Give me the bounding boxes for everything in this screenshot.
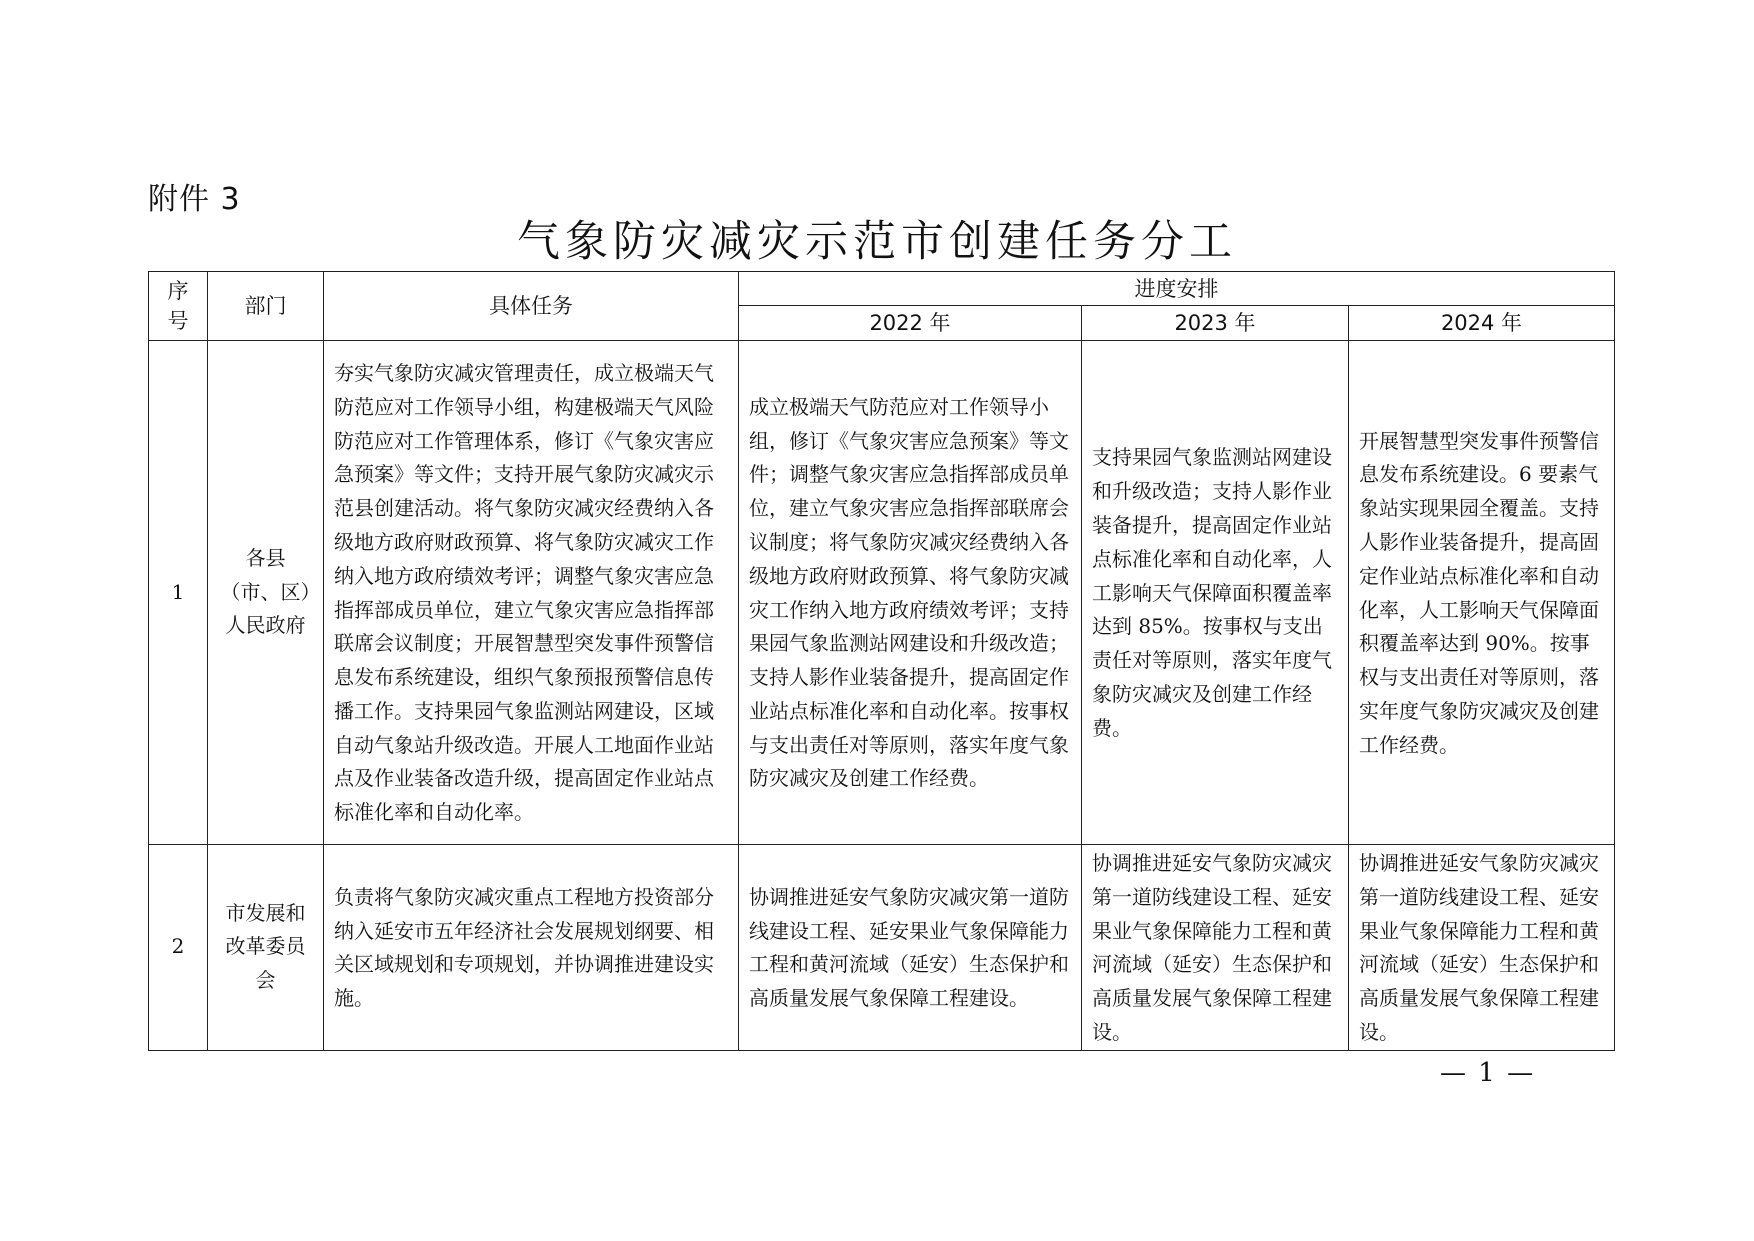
header-year-2022: 2022 年 bbox=[739, 306, 1082, 341]
document-title: 气象防灾减灾示范市创建任务分工 bbox=[517, 217, 1237, 267]
attachment-label: 附件 3 bbox=[148, 182, 241, 217]
row-task: 夯实气象防灾减灾管理责任，成立极端天气防范应对工作领导小组，构建极端天气风险防范应对工作管理体系，修订《气象灾害应急预案》等文件；支持开展气象防灾减灾示范县创建活动。将气象防灾减灾经费纳入各级地方政府财政预算、将气象防灾减灾工作纳入地方政府绩效考评；调整气象灾害应急指挥部成员单位，建立气象灾害应急指挥部联席会议制度；开展智慧型突发事件预警信息发布系统建设，组织气象预报预警信息传播工作。支持果园气象监测站网建设，区域自动气象站升级改造。开展人工地面作业站点及作业装备改造升级，提高固定作业站点标准化率和自动化率。 bbox=[324, 341, 739, 845]
row-task: 负责将气象防灾减灾重点工程地方投资部分纳入延安市五年经济社会发展规划纲要、相关区域规划和专项规划，并协调推进建设实施。 bbox=[324, 845, 739, 1051]
header-seq: 序号 bbox=[149, 272, 208, 341]
row-seq: 2 bbox=[149, 845, 208, 1051]
table-row bbox=[149, 341, 1615, 845]
row-seq: 1 bbox=[149, 341, 208, 845]
header-year-2024: 2024 年 bbox=[1349, 306, 1615, 341]
header-schedule: 进度安排 bbox=[739, 272, 1615, 306]
row-dept: 各县（市、区）人民政府 bbox=[208, 341, 324, 845]
row-2024-plan: 协调推进延安气象防灾减灾第一道防线建设工程、延安果业气象保障能力工程和黄河流域（延安）生态保护和高质量发展气象保障工程建设。 bbox=[1349, 845, 1615, 1051]
page-number: — 1 — bbox=[1440, 1058, 1536, 1088]
row-2023-plan: 支持果园气象监测站网建设和升级改造；支持人影作业装备提升，提高固定作业站点标准化率和自动化率，人工影响天气保障面积覆盖率达到 85%。按事权与支出责任对等原则，落实年度气象防灾减灾及创建工作经费。 bbox=[1082, 341, 1349, 845]
table-row bbox=[149, 845, 1615, 1051]
row-2022-plan: 协调推进延安气象防灾减灾第一道防线建设工程、延安果业气象保障能力工程和黄河流域（延安）生态保护和高质量发展气象保障工程建设。 bbox=[739, 845, 1082, 1051]
header-task: 具体任务 bbox=[324, 272, 739, 341]
row-dept: 市发展和改革委员会 bbox=[208, 845, 324, 1051]
header-year-2023: 2023 年 bbox=[1082, 306, 1349, 341]
row-2023-plan: 协调推进延安气象防灾减灾第一道防线建设工程、延安果业气象保障能力工程和黄河流域（延安）生态保护和高质量发展气象保障工程建设。 bbox=[1082, 845, 1349, 1051]
row-2024-plan: 开展智慧型突发事件预警信息发布系统建设。6 要素气象站实现果园全覆盖。支持人影作业装备提升，提高固定作业站点标准化率和自动化率，人工影响天气保障面积覆盖率达到 90%。按事权与支出责任对等原则，落实年度气象防灾减灾及创建工作经费。 bbox=[1349, 341, 1615, 845]
row-2022-plan: 成立极端天气防范应对工作领导小组，修订《气象灾害应急预案》等文件；调整气象灾害应急指挥部成员单位，建立气象灾害应急指挥部联席会议制度；将气象防灾减灾经费纳入各级地方政府财政预算、将气象防灾减灾工作纳入地方政府绩效考评；支持果园气象监测站网建设和升级改造；支持人影作业装备提升，提高固定作业站点标准化率和自动化率。按事权与支出责任对等原则，落实年度气象防灾减灾及创建工作经费。 bbox=[739, 341, 1082, 845]
task-table bbox=[148, 271, 1615, 1051]
header-dept: 部门 bbox=[208, 272, 324, 341]
header-row-top bbox=[149, 272, 1615, 306]
